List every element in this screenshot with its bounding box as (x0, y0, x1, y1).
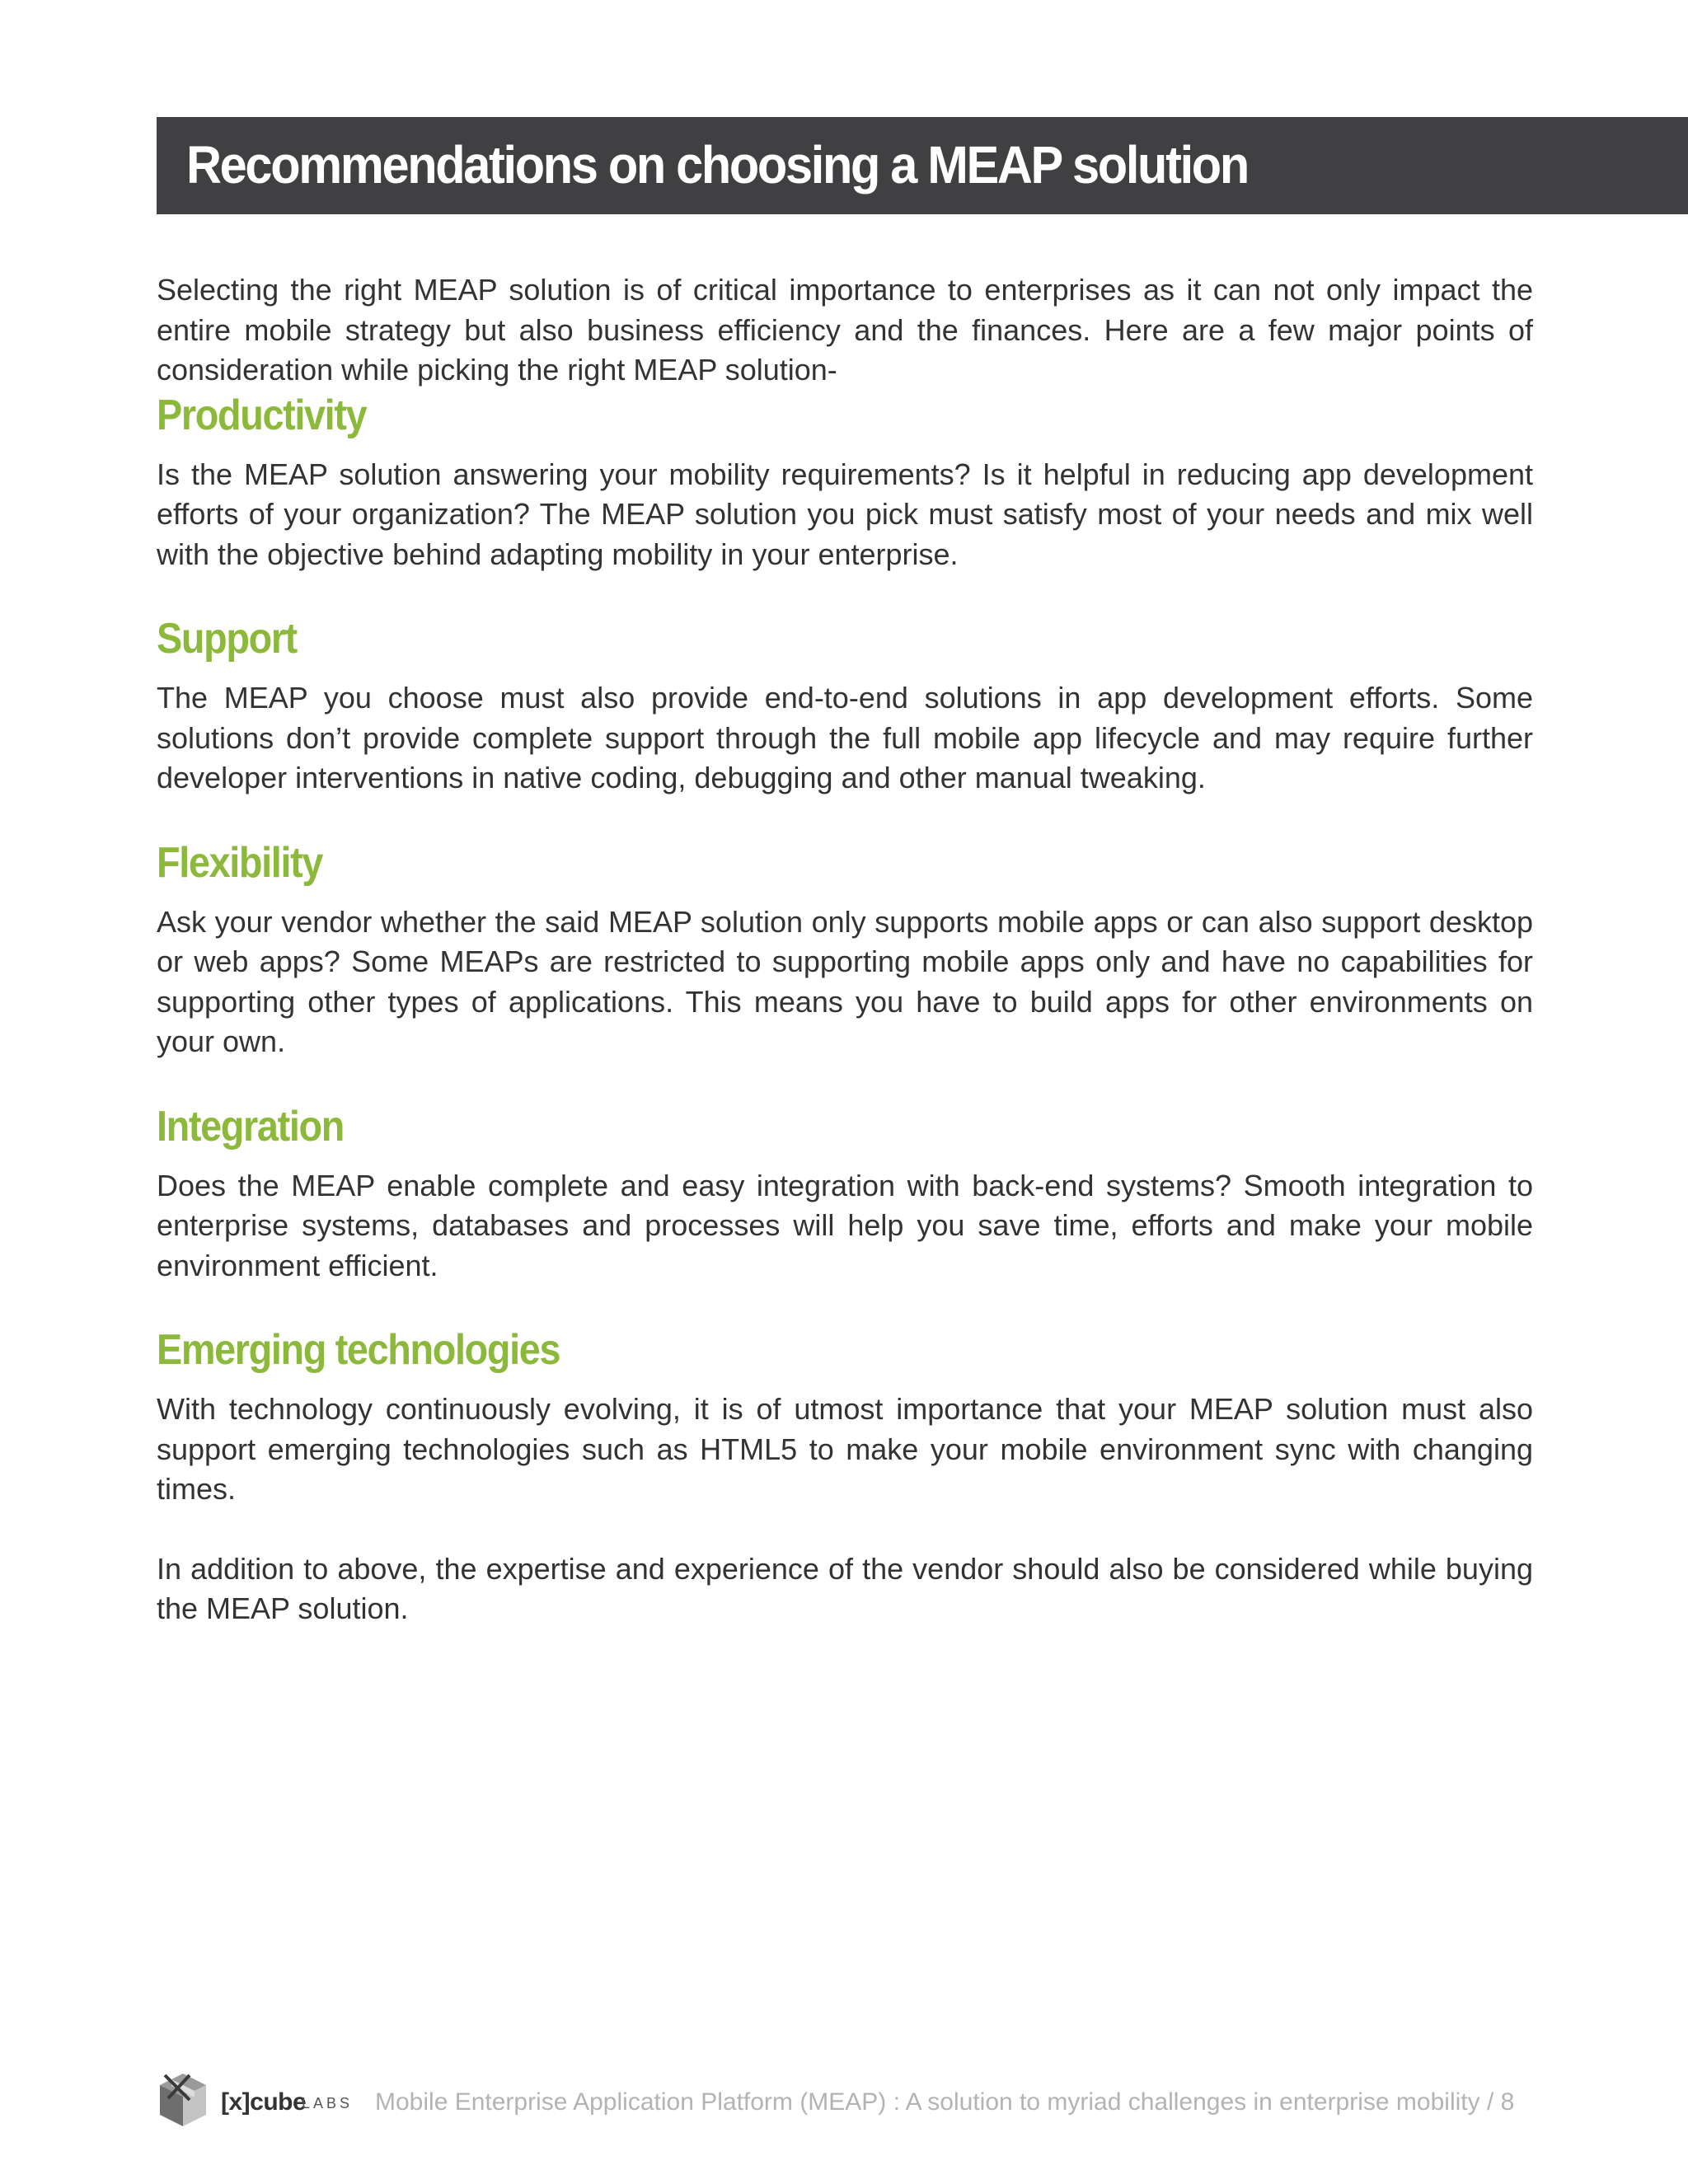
page-title: Recommendations on choosing a MEAP solution (186, 135, 1248, 194)
page-footer (157, 2070, 1533, 2128)
logo-suffix: LABS (302, 2095, 354, 2111)
title-bar (157, 117, 1688, 214)
section-body: With technology continuously evolving, it is of utmost importance that your MEAP solution must also support emerging technologies such as HTML5 to make your mobile environment sync with changing times. (157, 1392, 1533, 1506)
section-body: Is the MEAP solution answering your mobility requirements? Is it helpful in reducing app development efforts of your organization? The MEAP solution you pick must satisfy most of your needs and mix well with the objective behind adapting mobility in your enterprise. (157, 457, 1533, 571)
section-heading: Emerging technologies (157, 1326, 560, 1374)
section-emerging-technologies (157, 1325, 1533, 1510)
section-heading: Support (157, 615, 297, 663)
cube-logo-icon (157, 2070, 209, 2130)
logo-name: [x]cube (221, 2088, 307, 2116)
main-content (157, 270, 1533, 1629)
section-body: The MEAP you choose must also provide end-to-end solutions in app development efforts. Some solutions don’t provide complete support through the full mobile app lifecycle and may require further developer interventions in native coding, debugging and other manual tweaking. (157, 681, 1533, 794)
section-heading: Productivity (157, 391, 367, 439)
section-support (157, 614, 1533, 799)
section-body: Does the MEAP enable complete and easy integration with back-end systems? Smooth integration to enterprise systems, databases and processes will help you save time, efforts and make your mobile environment efficient. (157, 1168, 1533, 1282)
closing-paragraph: In addition to above, the expertise and experience of the vendor should also be considered while buying the MEAP solution. (157, 1551, 1533, 1625)
intro-paragraph: Selecting the right MEAP solution is of critical importance to enterprises as it can not only impact the entire mobile strategy but also business efficiency and the finances. Here are a few major points of consideration while picking the right MEAP solution- (157, 273, 1533, 387)
section-integration (157, 1102, 1533, 1286)
section-heading: Integration (157, 1102, 344, 1151)
footer-text: Mobile Enterprise Application Platform (MEAP) : A solution to myriad challenges in enterprise mobility / 8 (375, 2088, 1515, 2116)
section-flexibility (157, 838, 1533, 1062)
section-productivity (157, 391, 1533, 575)
section-heading: Flexibility (157, 838, 323, 887)
section-body: Ask your vendor whether the said MEAP solution only supports mobile apps or can also support desktop or web apps? Some MEAPs are restricted to supporting mobile apps only and have no capabilities for supporting other types of applications. This means you have to build apps for other environments on your own. (157, 904, 1533, 1058)
